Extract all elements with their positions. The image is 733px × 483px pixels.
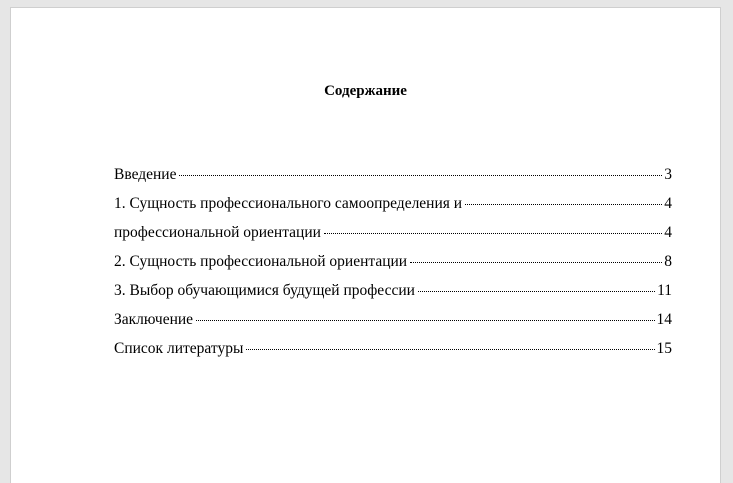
document-page[interactable]: [10, 7, 721, 483]
toc-dot-leader: [324, 221, 662, 237]
toc-entry[interactable]: [114, 279, 672, 308]
toc-entry-text: 1. Сущность профессионального самоопределения и: [114, 194, 463, 212]
toc-dot-leader: [246, 337, 654, 353]
toc-entry[interactable]: [114, 221, 672, 250]
toc-entry[interactable]: [114, 308, 672, 337]
toc-entry-page: 4: [664, 223, 672, 241]
toc-entry-text: Заключение: [114, 310, 194, 328]
toc-entry-page: 4: [664, 194, 672, 212]
toc-entry-page: 15: [656, 339, 672, 357]
toc-dot-leader: [465, 192, 662, 208]
toc-dot-leader: [410, 250, 662, 266]
table-of-contents: [114, 163, 672, 366]
toc-dot-leader: [418, 279, 655, 295]
toc-entry[interactable]: [114, 192, 672, 221]
toc-entry[interactable]: [114, 337, 672, 366]
toc-entry-text: Список литературы: [114, 339, 244, 357]
toc-dot-leader: [196, 308, 654, 324]
toc-entry-text: Введение: [114, 165, 177, 183]
toc-entry-page: 11: [657, 281, 672, 299]
toc-entry-text: 2. Сущность профессиональной ориентации: [114, 252, 408, 270]
toc-entry-text: 3. Выбор обучающимися будущей профессии: [114, 281, 415, 299]
toc-entry[interactable]: [114, 163, 672, 192]
toc-entry-page: 3: [664, 165, 672, 183]
toc-entry-page: 8: [664, 252, 672, 270]
toc-entry-page: 14: [656, 310, 672, 328]
toc-entry[interactable]: [114, 250, 672, 279]
toc-dot-leader: [179, 163, 662, 179]
toc-entry-text: профессиональной ориентации: [114, 223, 321, 241]
toc-title: Содержание: [324, 83, 407, 99]
